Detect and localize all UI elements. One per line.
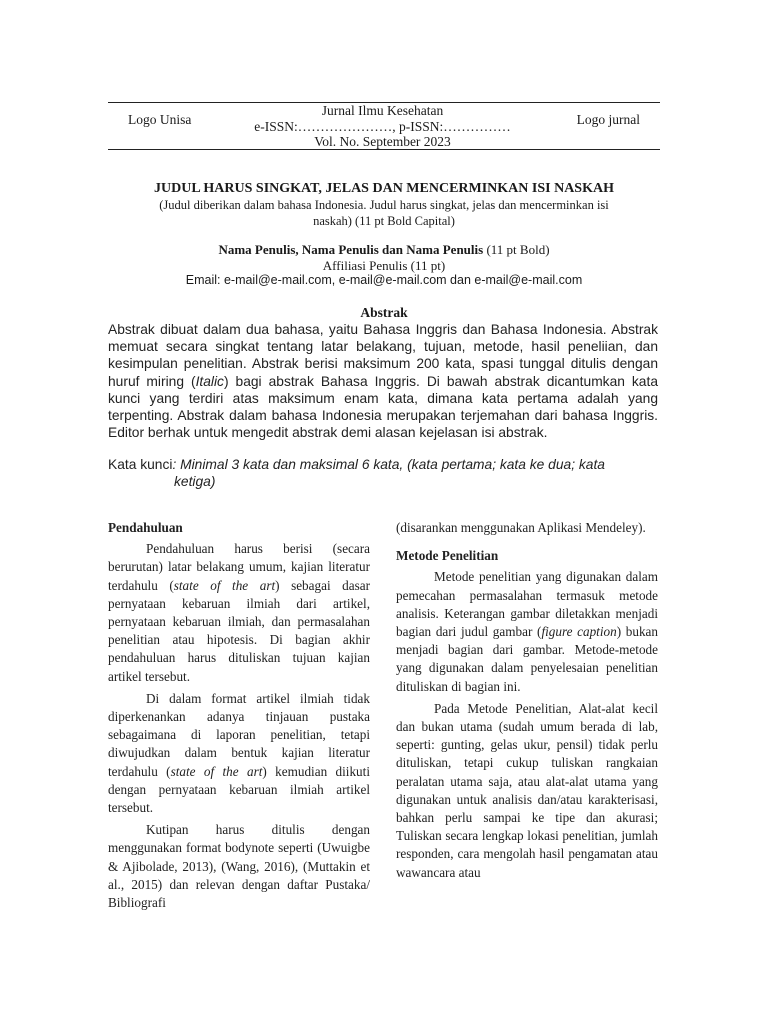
- keywords-line-1: [108, 456, 658, 473]
- paper-title: JUDUL HARUS SINGKAT, JELAS DAN MENCERMINKAN ISI NASKAH: [154, 181, 614, 196]
- paragraph: [396, 568, 658, 695]
- keywords-value: : Minimal 3 kata dan maksimal 6 kata, (kata pertama; kata ke dua; kata: [172, 457, 605, 472]
- abstract-body: [108, 321, 658, 441]
- section-heading-pendahuluan: Pendahuluan: [108, 520, 183, 535]
- journal-header: [108, 102, 660, 150]
- section-gap: [396, 537, 658, 547]
- logo-journal-placeholder: Logo jurnal: [576, 112, 640, 127]
- paragraph-italic: state of the art: [170, 763, 263, 779]
- paper-subtitle: [145, 197, 623, 229]
- section-heading-metode: Metode Penelitian: [396, 548, 499, 564]
- volume-line: Vol. No. September 2023: [314, 134, 451, 149]
- paragraph: [108, 540, 370, 686]
- journal-name: Jurnal Ilmu Kesehatan: [321, 103, 444, 118]
- keywords-label: Kata kunci: [108, 457, 173, 472]
- paragraph-continuation: (disarankan menggunakan Aplikasi Mendeley).: [396, 520, 646, 535]
- abstract-italic-word: Italic: [195, 373, 224, 389]
- issn-line: e-ISSN:…………………, p-ISSN:……………: [254, 118, 511, 134]
- paragraph-text: ) sebagai dasar pernyataan kebaruan ilmiah dari artikel, pernyataan kebaruan ilmiah, dan permasalahan penelitian atau hipotesis. Di bagian akhir pendahuluan harus dituliskan tujuan kajian artikel tersebut.: [108, 577, 371, 684]
- left-column: [108, 519, 370, 912]
- abstract-heading: Abstrak: [360, 305, 408, 320]
- paragraph-text: ) kemudian diikuti dengan pernyataan kebaruan ilmiah artikel tersebut.: [108, 763, 370, 816]
- paragraph-italic: figure caption: [541, 624, 617, 640]
- paragraph-text: ) bukan menjadi bagian dari gambar. Metode-metode yang digunakan dalam penyelesaian penelitian dituliskan di bagian ini.: [396, 624, 658, 694]
- paragraph-text: Metode penelitian yang digunakan dalam pemecahan permasalahan termasuk metode analisis. Keterangan gambar diletakkan menjadi bagian dari judul gambar (: [396, 569, 658, 640]
- paragraph: Kutipan harus ditulis dengan menggunakan format bodynote seperti (Uwuigbe & Ajibolade, 2013), (Wang, 2016), (Muttakin et al., 2015) dan relevan dengan daftar Pustaka/ Bibliografi: [108, 822, 370, 911]
- right-column: [396, 519, 658, 882]
- affiliation: Affiliasi Penulis (11 pt): [322, 258, 446, 273]
- subtitle-line-2: naskah) (11 pt Bold Capital): [313, 214, 455, 228]
- abstract-text-1: Abstrak dibuat dalam dua bahasa, yaitu Bahasa Inggris dan Bahasa Indonesia. Abstrak memuat secara singkat tentang latar belakang, tujuan, metode, hasil peneliian, dan kesimpulan penelitian. Abstrak berisi maksimum 200 kata, spasi tunggal ditulis dengan huruf miring (: [108, 322, 658, 389]
- paragraph-text: Pendahuluan harus berisi (secara berurutan) latar belakang umum, kajian literatur terdahulu (: [108, 541, 370, 593]
- author-line: [108, 242, 660, 258]
- subtitle-line-1: (Judul diberikan dalam bahasa Indonesia. Judul harus singkat, jelas dan mencerminkan isi: [159, 198, 609, 212]
- author-note: (11 pt Bold): [483, 242, 550, 257]
- abstract-text-2: ) bagi abstrak Bahasa Inggris. Di bawah abstrak dicantumkan kata kunci yang terdiri atas maksimum enam kata, dimana kata pertama adalah yang terpenting. Abstrak dalam bahasa Indonesia merupakan terjemahan dari bahasa Inggris. Editor berhak untuk mengedit abstrak demi alasan kejelasan isi abstrak.: [108, 373, 658, 441]
- paragraph-text: Di dalam format artikel ilmiah tidak diperkenankan adanya tinjauan pustaka sebagaimana di laporan penelitian, tetapi diwujudkan dalam bentuk kajian literatur terdahulu (: [108, 690, 370, 779]
- paragraph-italic: state of the art: [173, 577, 276, 593]
- paragraph: Pada Metode Penelitian, Alat-alat kecil dan bukan utama (sudah umum berada di lab, seperti: gunting, gelas ukur, pensil) tidak perlu dituliskan, tetapi cukup tuliskan rangkaian peralatan utama saja, atau alat-alat utama yang digunakan untuk analisis dan/atau karakterisasi, bahkan perlu sampai ke tipe dan akurasi; Tuliskan secara lengkap lokasi penelitian, jumlah responden, cara mengolah hasil pengamatan atau wawancara atau: [396, 700, 658, 880]
- keywords: [108, 456, 658, 490]
- author-names: Nama Penulis, Nama Penulis dan Nama Penulis: [218, 242, 484, 257]
- journal-info: [220, 103, 545, 150]
- logo-unisa-placeholder: Logo Unisa: [128, 112, 192, 127]
- email-line: Email: e-mail@e-mail.com, e-mail@e-mail.com dan e-mail@e-mail.com: [185, 273, 583, 287]
- keywords-line-2: ketiga): [174, 474, 216, 489]
- paragraph: [108, 690, 370, 817]
